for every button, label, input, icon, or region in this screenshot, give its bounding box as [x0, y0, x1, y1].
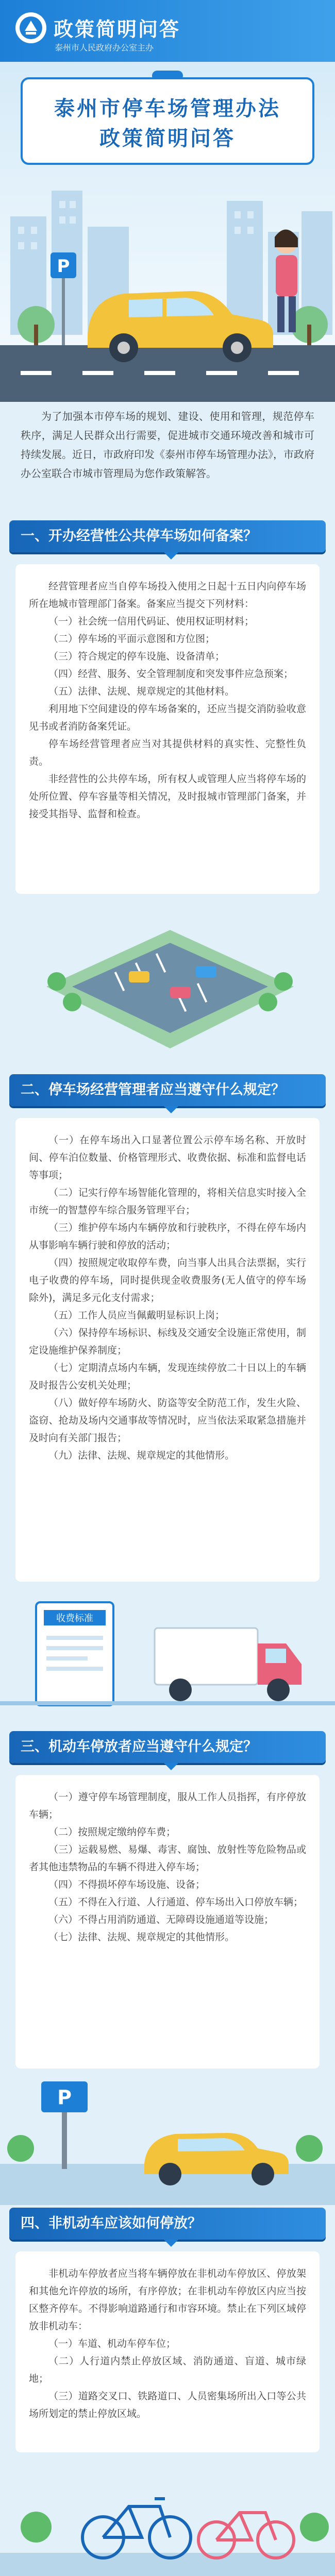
fee-illustration — [0, 1587, 335, 1726]
section-2-para: （六）保持停车场标识、标线及交通安全设施正常使用，制定设施维护保养制度； — [29, 1327, 306, 1356]
section-1-body — [15, 564, 320, 894]
emblem-icon — [14, 11, 47, 44]
section-2-para: （一）在停车场出入口显著位置公示停车场名称、开放时间、停车泊位数量、价格管理形式、收费依据、标准和监督电话等事项； — [29, 1134, 306, 1181]
section-1-para: 停车场经营管理者应当对其提供材料的真实性、完整性负责。 — [29, 738, 306, 767]
intro-text: 为了加强本市停车场的规划、建设、使用和管理，规范停车秩序，满足人民群众出行需要，促进城市交通环境改善和城市可持续发展。近日，市政府印发《泰州市停车场管理办法》，市政府办公室联合市城市管理局为您作政策解答。 — [21, 410, 314, 480]
section-4-para: （二）人行道内禁止停放区域、消防通道、盲道、城市绿地； — [29, 2355, 306, 2384]
brand-subtitle: 泰州市人民政府办公室主办 — [55, 43, 154, 53]
section-2-heading: 二、停车场经营管理者应当遵守什么规定？ — [9, 1074, 326, 1106]
parking-sign-text: P — [57, 256, 70, 277]
section-2-body — [15, 1118, 320, 1582]
section-2-para: （七）定期清点场内车辆，发现连续停放二十日以上的车辆及时报告公安机关处理； — [29, 1362, 306, 1391]
page-title: 泰州市停车场管理办法 — [54, 97, 281, 121]
hero-illustration — [0, 170, 335, 402]
title-card — [21, 77, 314, 165]
section-4-heading: 四、非机动车应该如何停放？ — [9, 2208, 326, 2240]
section-1-para: （五）法律、法规、规章规定的其他材料。 — [48, 686, 235, 697]
document-title: 收费标准 — [56, 1613, 93, 1624]
section-3-para: （四）不得损坏停车场设施、设备； — [48, 1879, 206, 1890]
bicycle-illustration — [0, 2455, 335, 2576]
section-1-para: 利用地下空间建设的停车场备案的，还应当提交消防验收意见书或者消防备案凭证。 — [29, 703, 306, 732]
section-2-para: （二）记实行停车场智能化管理的，将相关信息实时接入全市统一的智慧停车综合服务管理平台； — [29, 1187, 306, 1216]
brand-name: 政策简明问答 — [54, 18, 181, 41]
header — [0, 0, 335, 402]
section-4-para: 非机动车停放者应当将车辆停放在非机动车停放区、停放架和其他允许停放的场所，有序停放；在非机动车停放区内应当按区整齐停车。不得影响道路通行和市容环境。禁止在下列区域停放非机动车： — [29, 2268, 306, 2332]
section-4-para: （一）车道、机动车停车位； — [48, 2338, 176, 2349]
page-subtitle: 政策简明问答 — [99, 127, 236, 150]
bicycle-icon — [82, 2499, 191, 2558]
section-3-body — [15, 1775, 320, 2069]
bicycle-icon — [198, 2513, 294, 2558]
section-4-para: （三）道路交叉口、铁路道口、人员密集场所出入口等公共场所划定的禁止停放区域。 — [29, 2391, 306, 2419]
section-1-para: 非经营性的公共停车场，所有权人或管理人应当将停车场的处所位置、停车容量等相关情况，及时报城市管理部门备案，并接受其指导、监督和检查。 — [29, 773, 306, 820]
section-2-para: （三）维护停车场内车辆停放和行驶秩序，不得在停车场内从事影响车辆行驶和停放的活动； — [29, 1222, 306, 1251]
document-icon — [36, 1602, 113, 1705]
section-3-para: （二）按照规定缴纳停车费； — [48, 1826, 176, 1838]
section-3-para: （六）不得占用消防通道、无障碍设施通道等设施； — [48, 1914, 274, 1925]
car-park-illustration — [0, 2071, 335, 2205]
section-2-para: （四）按照规定收取停车费，向当事人出具合法票据，实行电子收费的停车场，同时提供现金收费服务(无人值守的停车场除外)，满足多元化支付需求； — [29, 1257, 306, 1303]
section-1-heading: 一、开办经营性公共停车场如何备案？ — [9, 520, 326, 552]
section-3-para: （一）遵守停车场管理制度，服从工作人员指挥，有序停放车辆； — [29, 1791, 306, 1820]
section-3-para: （七）法律、法规、规章规定的其他情形。 — [48, 1931, 235, 1943]
section-1-para: 经营管理者应当自停车场投入使用之日起十五日内向停车场所在地城市管理部门备案。备案应当提交下列材料： — [29, 581, 306, 609]
billboard-icon — [41, 2081, 88, 2169]
section-2-para: （九）法律、法规、规章规定的其他情形。 — [48, 1450, 235, 1461]
section-1-para: （二）停车场的平面示意图和方位图； — [48, 633, 215, 645]
section-1-para: （一）社会统一信用代码证、使用权证明材料； — [48, 616, 255, 627]
section-1-para: （三）符合规定的停车设施、设备清单； — [48, 651, 225, 662]
parking-lot-illustration — [0, 899, 335, 1069]
section-4-body — [15, 2251, 320, 2452]
section-2-para: （八）做好停车场防火、防盗等安全防范工作，发生火险、盗窃、抢劫及场内交通事故等情况时，应当依法采取紧急措施并及时向有关部门报告； — [29, 1397, 306, 1444]
section-2-para: （五）工作人员应当佩戴明显标识上岗； — [48, 1310, 225, 1321]
section-1-para: （四）经营、服务、安全管理制度和突发事件应急预案； — [48, 668, 294, 680]
section-3-para: （三）运载易燃、易爆、毒害、腐蚀、放射性等危险物品或者其他违禁物品的车辆不得进入停车场； — [29, 1844, 306, 1873]
section-3-para: （五）不得在入行道、人行通道、停车场出入口停放车辆； — [48, 1896, 304, 1908]
billboard-text: P — [57, 2086, 72, 2109]
brand-bar — [0, 0, 335, 62]
section-3-heading: 三、机动车停放者应当遵守什么规定？ — [9, 1731, 326, 1763]
truck-icon — [155, 1628, 301, 1701]
